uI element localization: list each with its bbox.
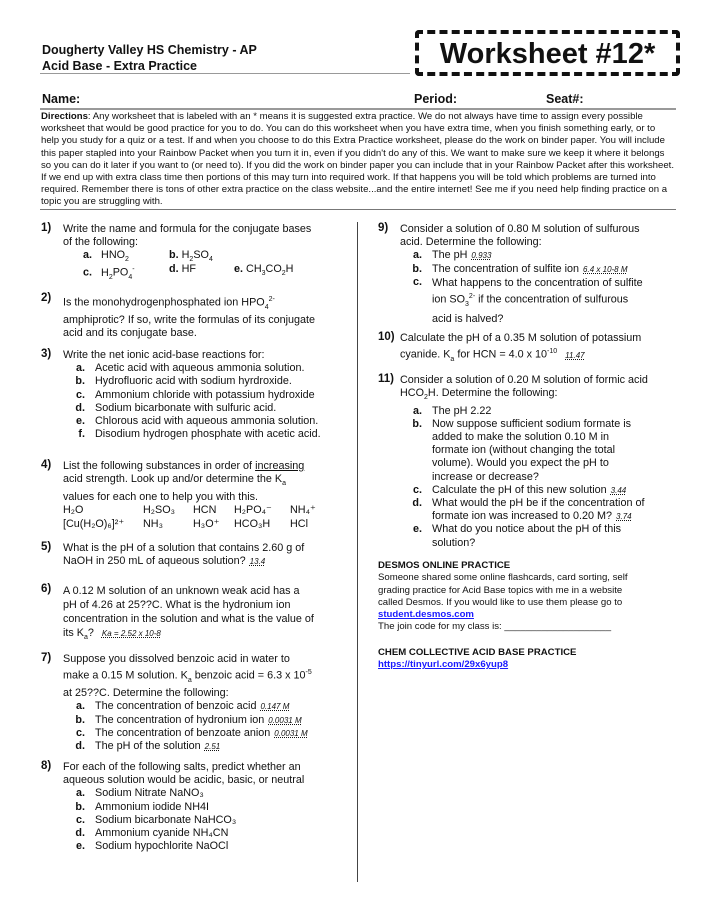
question-3	[41, 349, 353, 441]
period-label: Period:	[414, 92, 458, 106]
list-item: b. Ammonium iodide NH4I	[75, 800, 210, 813]
question-2	[41, 293, 351, 340]
header-rule	[40, 73, 410, 74]
question-number: 9)	[378, 222, 389, 234]
list-item: d. Ammonium cyanide NH₄CN	[75, 827, 229, 840]
column-divider	[357, 222, 358, 882]
namebar-rule	[40, 108, 676, 110]
list-item: a. The pH 0.933	[412, 249, 492, 262]
salt-list	[63, 787, 353, 853]
question-text: For each of the following salts, predict whether an aqueous solution would be acidic, basic, or neutral	[63, 761, 305, 787]
list-item: d. Sodium bicarbonate with sulfuric acid.	[75, 401, 277, 414]
course-header	[42, 42, 257, 74]
list-item: e. Sodium hypochlorite NaOCl	[75, 840, 229, 853]
question-number: 5)	[41, 541, 52, 553]
question-number: 3)	[41, 348, 52, 360]
question-4	[41, 460, 353, 532]
directions-text: : Any worksheet that is labeled with an * means it is suggested extra practice. We do not always have time to assign every possible worksheet that would be good practice for you to do. You can do this worksheet when you have extra time, when you finish something early, or to help you study for a quiz or a test. If and when you choose to do this Extra Practice worksheet, please do the work on binder paper. You will include this paper stapled into your Rainbow Packet when you turn it in, even if you didn't do any of this. We want to make sure we keep it where it belongs so you can do it later if you want to (or need to). If you did the work on binder paper you can include that in your Rainbow Packet after this worksheet. If we end up with extra class time then portions of this may turn into required work. If that happens you will be told which problems are turned into required. Remember there is tons of other extra practice on the class website...and the entire internet! See me if you need help finding practice on a topic you are struggling with.	[41, 111, 675, 208]
question-text: Calculate the pH of a 0.35 M solution of potassium cyanide. $K_a$ for HCN = 4.0 x $10^{-10}$ 11.47	[400, 332, 642, 363]
list-item: d. What would the pH be if the concentration of formate ion was increased to 0.20 M? 3.74	[412, 496, 645, 523]
desmos-text: grading practice for Acid Base topics with me in a website	[378, 584, 623, 596]
question-number: 8)	[41, 760, 52, 772]
list-item: a. Acetic acid with aqueous ammonia solution.	[75, 362, 305, 375]
question-5	[41, 542, 353, 568]
question-number: 7)	[41, 652, 52, 664]
list-item: c. Sodium bicarbonate NaHCO₃	[75, 813, 237, 826]
school-name: Dougherty Valley HS Chemistry - AP	[42, 43, 257, 57]
desmos-text: Someone shared some online flashcards, card sorting, self	[378, 572, 628, 584]
list-item: f. Disodium hydrogen phosphate with acetic acid.	[78, 428, 321, 441]
question-text: Write the name and formula for the conjugate bases of the following:	[63, 223, 312, 249]
question-text: Consider a solution of 0.20 M solution of formic acid $HCO_2H$. Determine the following:	[400, 374, 648, 402]
chem-link[interactable]: https://tinyurl.com/29x6yup8	[378, 659, 509, 671]
desmos-section	[378, 560, 678, 634]
question-text: Is the monohydrogenphosphated ion $HPO_4^{2-}$ amphiprotic? If so, write the formulas of its conjugate acid and its conjugate base.	[63, 296, 316, 340]
question-11	[378, 374, 678, 550]
question-text: A 0.12 M solution of an unknown weak acid has a pH of 4.26 at 25??C. What is the hydronium ion concentration in the solution and what is the value of its $K_a$? Ka = 2.52 x 10-8	[63, 585, 314, 642]
question-number: 4)	[41, 459, 52, 471]
question-text: Suppose you dissolved benzoic acid in water to make a 0.15 M solution. $K_a$ benzoic acid = 6.3 x $10^{-5}$ at 25??C. Determine the following:	[63, 653, 312, 700]
list-item: b. The concentration of sulfite ion 6.4 x 10-8 M	[412, 262, 628, 275]
name-label: Name:	[42, 92, 81, 106]
desmos-link[interactable]: student.desmos.com	[378, 609, 474, 621]
list-item: b. The concentration of hydronium ion 0.0031 M	[75, 713, 302, 726]
answer: 13.4	[249, 557, 266, 567]
question-9	[378, 223, 678, 326]
join-code-line: The join code for my class is: ____________________	[378, 621, 612, 633]
answer: 11.47	[565, 350, 585, 360]
list-item: a. Sodium Nitrate NaNO₃	[75, 787, 204, 800]
question-text: Write the net ionic acid-base reactions for:	[63, 349, 265, 361]
question-8	[41, 761, 353, 853]
conjugate-base-list: a. $HNO_2$ b. $H_2SO_4$ c. $H_2PO_4^-$ d. HF e. $CH_3CO_2H$	[83, 249, 294, 282]
question-number: 10)	[378, 331, 395, 343]
question-text: List the following substances in order of increasing acid strength. Look up and/or determine the $K_a$ values for each one to help you with this.	[63, 460, 305, 503]
question-text: What is the pH of a solution that contains 2.60 g of NaOH in 250 mL of aqueous solution? 13.4	[63, 542, 305, 568]
desmos-text: called Desmos. If you would like to use them please go to	[378, 596, 623, 608]
question-number: 2)	[41, 292, 52, 304]
question-1	[41, 222, 351, 282]
determination-list	[400, 405, 678, 550]
determination-list	[400, 249, 678, 325]
list-item: a. The pH 2.22	[412, 404, 492, 417]
desmos-heading: DESMOS ONLINE PRACTICE	[378, 560, 511, 571]
seat-label: Seat#:	[546, 92, 584, 106]
list-item: c. Ammonium chloride with potassium hydroxide	[75, 388, 315, 401]
directions-block	[41, 111, 675, 209]
worksheet-title: Worksheet #12*	[415, 30, 680, 76]
question-text: Consider a solution of 0.80 M solution of sulfurous acid. Determine the following:	[400, 223, 640, 249]
question-7	[41, 653, 353, 753]
list-item: c. What happens to the concentration of sulfite ion $SO_3^{2-}$ if the concentration of sulfurous acid is halved?	[412, 275, 643, 325]
question-number: 11)	[378, 373, 394, 385]
chem-heading: CHEM COLLECTIVE ACID BASE PRACTICE	[378, 647, 577, 658]
list-item: b. Hydrofluoric acid with sodium hyrdroxide.	[75, 375, 292, 388]
list-item: e. Chlorous acid with aqueous ammonia solution.	[75, 415, 319, 428]
directions-rule	[40, 209, 676, 210]
determination-list	[63, 700, 353, 753]
directions-label: Directions	[41, 111, 88, 122]
question-number: 6)	[41, 583, 52, 595]
answer: Ka = 2.52 x 10-8	[101, 629, 161, 638]
question-number: 1)	[41, 222, 52, 234]
list-item: c. The concentration of benzoate anion 0.0031 M	[75, 726, 308, 739]
reaction-list	[63, 362, 353, 441]
list-item: a. The concentration of benzoic acid 0.147 M	[75, 700, 290, 713]
list-item: b. Now suppose sufficient sodium formate is added to make the solution 0.10 M in formate ion (without changing the total volume). Would you expect the pH to increase or decrease?	[412, 417, 632, 483]
list-item: d. The pH of the solution 2.51	[75, 739, 221, 752]
list-item: c. Calculate the pH of this new solution 3.44	[412, 483, 627, 496]
unit-name: Acid Base - Extra Practice	[42, 59, 197, 73]
list-item: e. What do you notice about the pH of this solution?	[412, 523, 622, 549]
chem-collective-section	[378, 647, 678, 672]
question-10	[378, 332, 678, 366]
question-6	[41, 584, 353, 645]
substance-table: H₂O H₂SO₃ HCN H₂PO₄⁻ NH₄⁺ [Cu(H₂O)₆]²⁺ NH₃ H₃O⁺ HCO₃H HCl	[63, 503, 316, 530]
